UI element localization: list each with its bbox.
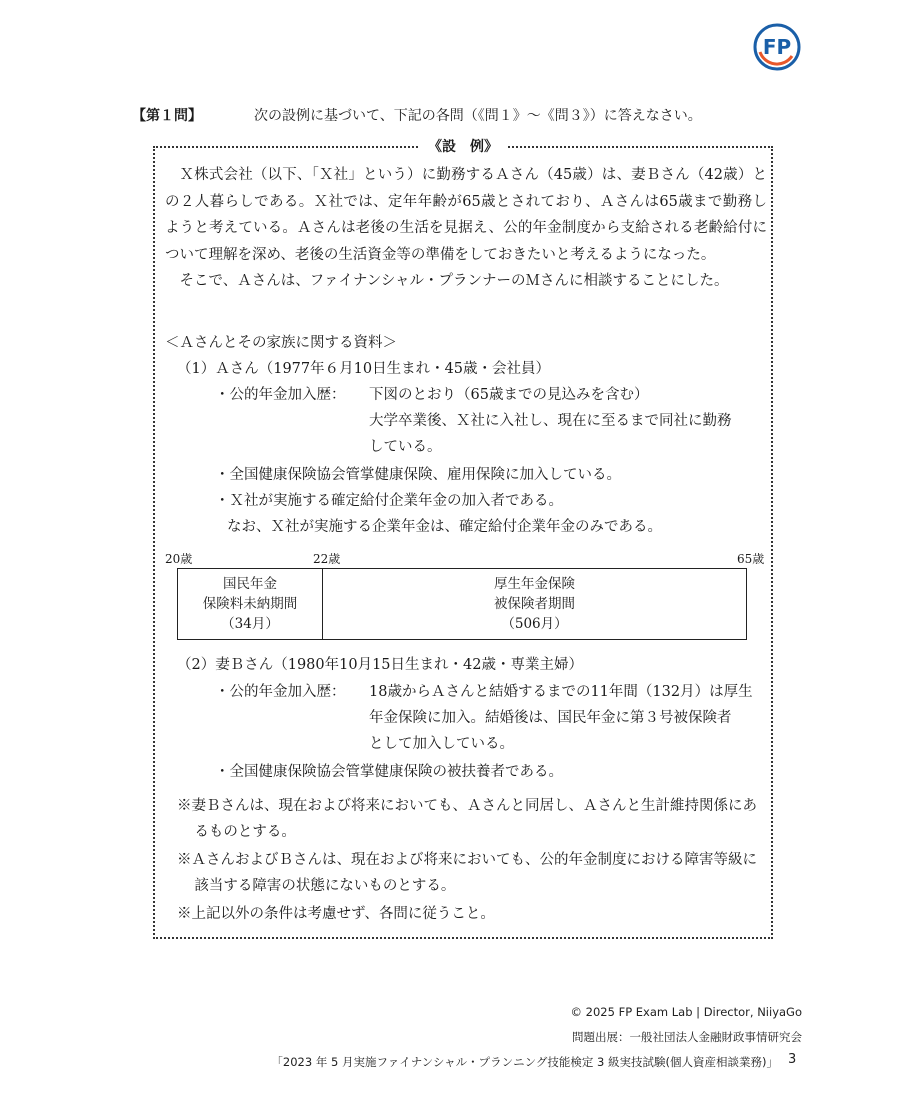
timeline-age-end: 65歳 — [737, 552, 765, 566]
person-b-pension-line: 18歳からＡさんと結婚するまでの11年間（132月）は厚生 — [369, 684, 753, 700]
note-item: ※上記以外の条件は考慮せず、各問に従うこと。 — [177, 906, 495, 922]
person-a-pension-line: 下図のとおり（65歳までの見込みを含む） — [369, 387, 649, 403]
timeline-age-start: 20歳 — [165, 552, 193, 566]
timeline-cell-line: 被保険者期間 — [494, 596, 575, 612]
person-b-pension-label: ・公的年金加入歴： — [215, 684, 346, 700]
timeline-cell-line: 厚生年金保険 — [494, 576, 575, 592]
person-a-heading: （1）Ａさん（1977年６月10日生まれ・45歳・会社員） — [177, 361, 551, 377]
fp-logo — [752, 22, 802, 72]
person-b-pension-line: として加入している。 — [369, 736, 514, 752]
person-a-bullet: ・全国健康保険協会管掌健康保険、雇用保険に加入している。 — [215, 467, 621, 483]
materials-heading: ＜Ａさんとその家族に関する資料＞ — [165, 335, 397, 351]
person-a-note: なお、Ｘ社が実施する企業年金は、確定給付企業年金のみである。 — [227, 519, 662, 535]
footer-copyright: © 2025 FP Exam Lab | Director, NiiyaGo — [570, 1005, 802, 1019]
timeline-cell-employee-pension — [323, 569, 746, 639]
timeline-age-mid: 22歳 — [313, 552, 341, 566]
timeline-cell-line: （506月） — [501, 616, 568, 632]
person-a-pension-line: している。 — [369, 439, 442, 455]
timeline-cell-line: 保険料未納期間 — [202, 596, 298, 612]
person-b-heading: （2）妻Ｂさん（1980年10月15日生まれ・42歳・専業主婦） — [177, 657, 583, 673]
person-a-bullet: ・Ｘ社が実施する確定給付企業年金の加入者である。 — [215, 493, 563, 509]
note-item: ※妻Ｂさんは、現在および将来においても、Ａさんと同居し、Ａさんと生計維持関係にあるものとする。 — [177, 798, 757, 840]
footer-source: 問題出展：一般社団法人金融財政事情研究会 — [572, 1030, 802, 1044]
timeline-cell-line: 国民年金 — [223, 576, 277, 592]
question-instruction: 次の設例に基づいて、下記の各問（《問１》～《問３》）に答えなさい。 — [254, 108, 702, 124]
fp-logo-icon — [752, 22, 802, 72]
case-intro — [165, 162, 767, 295]
page-number: 3 — [788, 1052, 797, 1067]
person-b-bullet: ・全国健康保険協会管掌健康保険の被扶養者である。 — [215, 764, 563, 780]
case-notes — [177, 793, 767, 929]
case-title-wrap — [155, 136, 771, 156]
intro-paragraph-2: そこで、Ａさんは、ファイナンシャル・プランナーのＭさんに相談することにした。 — [179, 273, 729, 289]
footer-exam: 「2023 年 5 月実施ファイナンシャル・プランニング技能検定 3 級実技試験(個人資産相談業務)」 — [271, 1055, 778, 1069]
question-number: 【第１問】 — [132, 108, 202, 124]
case-title: 《設 例》 — [420, 139, 506, 155]
person-a-pension-label: ・公的年金加入歴： — [215, 387, 346, 403]
person-b-pension-line: 年金保険に加入。結婚後は、国民年金に第３号被保険者 — [369, 710, 732, 726]
person-a-pension-line: 大学卒業後、Ｘ社に入社し、現在に至るまで同社に勤務 — [369, 413, 732, 429]
timeline-cell-unpaid — [178, 569, 323, 639]
logo-text: FP — [762, 35, 792, 59]
pension-timeline — [177, 568, 747, 640]
note-item: ※ＡさんおよびＢさんは、現在および将来においても、公的年金制度における障害等級に該当する障害の状態にないものとする。 — [177, 852, 757, 894]
question-header — [132, 106, 812, 126]
timeline-cell-line: （34月） — [221, 616, 279, 632]
intro-paragraph-1: Ｘ株式会社（以下、「Ｘ社」という）に勤務するＡさん（45歳）は、妻Ｂさん（42歳）との２人暮らしである。Ｘ社では、定年年齢が65歳とされており、Ａさんは65歳まで勤務しようと考えている。Ａさんは老後の生活を見据え、公的年金制度から支給される老齢給付について理解を深め、老後の生活資金等の準備をしておきたいと考えるようになった。 — [165, 167, 767, 263]
case-box — [153, 139, 773, 939]
